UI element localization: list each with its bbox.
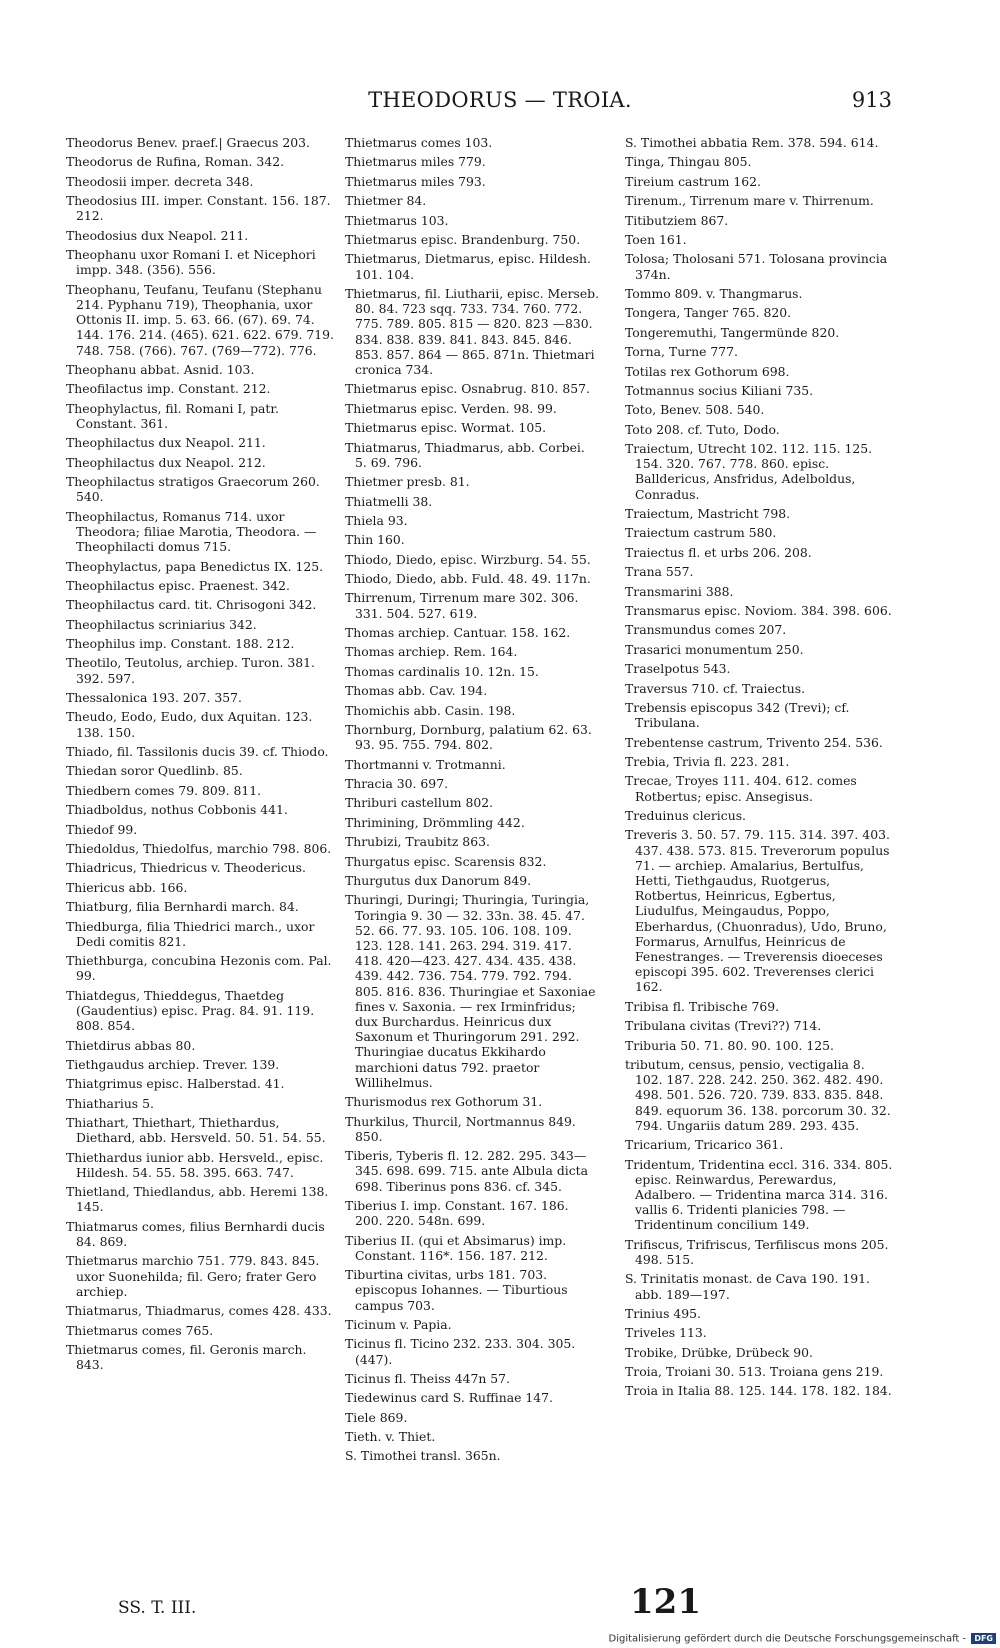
index-entry: Thomas archiep. Cantuar. 158. 162. — [345, 625, 571, 641]
index-entry: Thietmer presb. 81. — [345, 474, 470, 490]
index-column-2 — [345, 135, 600, 1468]
index-entry: Thietmarus miles 793. — [345, 173, 486, 189]
index-entry: Thomas abb. Cav. 194. — [345, 683, 488, 699]
index-entry: Theodorus de Rufina, Roman. 342. — [66, 154, 285, 170]
index-entry: Titibutziem 867. — [625, 212, 729, 228]
index-entry: Troia in Italia 88. 125. 144. 178. 182. 184. — [625, 1383, 892, 1399]
index-entry: tributum, census, pensio, vectigalia 8. 102. 187. 228. 242. 250. 362. 482. 490. 498. 501. 526. 720. 739. 833. 835. 848. 849. equorum 36. 138. porcorum 30. 32. 794. Ungariis datum 289. 293. 435. — [625, 1056, 891, 1133]
index-entry: Treduinus clericus. — [625, 807, 746, 823]
index-entry: Treveris 3. 50. 57. 79. 115. 314. 397. 403. 437. 438. 573. 815. Treverorum populus 71. — archiep. Amalarius, Bertulfus, Hetti, Tiethgaudus, Ruotgerus, Rotbertus, Heinricus, Egbertus, Liudulfus, Meingaudus, Poppo, Eberhardus, (Chuonradus), Udo, Bruno, Formarus, Arnulfus, Heinricus de Fenestranges. — Treverensis dioeceses episcopi 395. 602. Treverenses clerici 162. — [625, 827, 890, 995]
index-entry: Tirenum., Tirrenum mare v. Thirrenum. — [625, 193, 874, 209]
index-entry: Theophilactus card. tit. Chrisogoni 342. — [66, 597, 317, 613]
index-entry: Thirrenum, Tirrenum mare 302. 306. 331. 504. 527. 619. — [345, 590, 579, 621]
index-entry: Thietmarus miles 779. — [345, 154, 486, 170]
index-entry: Thietmer 84. — [345, 193, 427, 209]
index-entry: Thurismodus rex Gothorum 31. — [345, 1094, 543, 1110]
index-entry: Thiedof 99. — [66, 821, 138, 837]
index-entry: Thietdirus abbas 80. — [66, 1037, 196, 1053]
index-entry: Ticinum v. Papia. — [345, 1316, 452, 1332]
index-entry: Transmundus comes 207. — [625, 622, 787, 638]
sheet-number: 121 — [630, 1582, 701, 1622]
index-entry: Traiectum castrum 580. — [625, 525, 777, 541]
index-entry: Trana 557. — [625, 564, 694, 580]
index-entry: Traselpotus 543. — [625, 661, 731, 677]
index-entry: S. Timothei transl. 365n. — [345, 1448, 501, 1464]
index-entry: Traversus 710. cf. Traiectus. — [625, 680, 806, 696]
index-entry: Trebensis episcopus 342 (Trevi); cf. Tribulana. — [625, 699, 850, 731]
index-entry: Theodosius III. imper. Constant. 156. 187. 212. — [66, 193, 331, 224]
dfg-credit — [609, 1633, 997, 1645]
index-entry: Traiectum, Utrecht 102. 112. 115. 125. 154. 320. 767. 778. 860. episc. Balldericus, Ansfridus, Adelboldus, Conradus. — [625, 441, 873, 502]
index-entry: Thessalonica 193. 207. 357. — [66, 690, 242, 706]
index-entry: Thurkilus, Thurcil, Nortmannus 849. 850. — [345, 1113, 576, 1144]
index-entry: Theophylactus, fil. Romani I, patr. Constant. 361. — [66, 400, 279, 431]
index-entry: Tiberius I. imp. Constant. 167. 186. 200. 220. 548n. 699. — [345, 1197, 569, 1229]
index-entry: Thiatdegus, Thieddegus, Thaetdeg (Gaudentius) episc. Prag. 84. 91. 119. 808. 854. — [66, 987, 315, 1034]
index-entry: Triveles 113. — [625, 1325, 707, 1341]
index-entry: Tieth. v. Thiet. — [345, 1429, 436, 1445]
index-entry: Thiedan soror Quedlinb. 85. — [66, 763, 243, 779]
index-entry: Trebentense castrum, Trivento 254. 536. — [625, 734, 883, 750]
index-entry: Thietmarus, Dietmarus, episc. Hildesh. 101. 104. — [345, 251, 591, 282]
index-entry: Thomichis abb. Casin. 198. — [345, 702, 516, 718]
index-entry: S. Timothei abbatia Rem. 378. 594. 614. — [625, 135, 879, 150]
index-entry: Thiatburg, filia Bernhardi march. 84. — [66, 899, 299, 915]
index-entry: Ticinus fl. Theiss 447n 57. — [345, 1370, 510, 1386]
index-entry: Totilas rex Gothorum 698. — [625, 363, 790, 379]
index-entry: Toto 208. cf. Tuto, Dodo. — [625, 421, 780, 437]
index-entry: Thiela 93. — [345, 512, 408, 528]
index-entry: Theophilus imp. Constant. 188. 212. — [66, 636, 295, 652]
index-entry: Thiethardus iunior abb. Hersveld., episc. Hildesh. 54. 55. 58. 395. 663. 747. — [66, 1149, 324, 1180]
index-entry: Thiodo, Diedo, abb. Fuld. 48. 49. 117n. — [345, 571, 591, 587]
index-entry: Thiericus abb. 166. — [66, 879, 188, 895]
index-entry: Trifiscus, Trifriscus, Terfiliscus mons 205. 498. 515. — [625, 1236, 889, 1267]
index-entry: Toen 161. — [625, 231, 687, 247]
dfg-credit-text: Digitalisierung gefördert durch die Deutsche Forschungsgemeinschaft - — [608, 1633, 967, 1644]
index-entry: Tireium castrum 162. — [625, 173, 761, 189]
index-entry: Trobike, Drübke, Drübeck 90. — [625, 1344, 813, 1360]
index-entry: Thornburg, Dornburg, palatium 62. 63. 93. 95. 755. 794. 802. — [345, 722, 592, 753]
index-entry: Tiedewinus card S. Ruffinae 147. — [345, 1390, 553, 1406]
index-entry: Tommo 809. v. Thangmarus. — [625, 285, 803, 301]
index-entry: Triburia 50. 71. 80. 90. 100. 125. — [625, 1037, 834, 1053]
index-entry: Tiethgaudus archiep. Trever. 139. — [66, 1056, 280, 1072]
index-entry: Thiatgrimus episc. Halberstad. 41. — [66, 1076, 285, 1092]
index-entry: Thietland, Thiedlandus, abb. Heremi 138. 145. — [66, 1184, 329, 1215]
index-entry: Thiatmarus, Thiadmarus, abb. Corbei. 5. 69. 796. — [345, 439, 585, 470]
index-entry: Theophanu abbat. Asnid. 103. — [66, 361, 255, 377]
index-entry: Thiathart, Thiethart, Thiethardus, Diethard, abb. Hersveld. 50. 51. 54. 55. — [66, 1115, 326, 1146]
index-entry: Thietmarus episc. Osnabrug. 810. 857. — [345, 381, 590, 397]
index-entry: Thiethburga, concubina Hezonis com. Pal. 99. — [66, 953, 332, 984]
index-entry: Tribisa fl. Tribische 769. — [625, 998, 780, 1014]
index-entry: Theophilactus dux Neapol. 212. — [66, 454, 266, 470]
dfg-logo: DFG — [971, 1633, 996, 1644]
index-entry: Theophilactus episc. Praenest. 342. — [66, 577, 290, 593]
volume-signature: SS. T. III. — [118, 1598, 197, 1618]
index-entry: Thiedbern comes 79. 809. 811. — [66, 782, 262, 798]
index-entry: Thiodo, Diedo, episc. Wirzburg. 54. 55. — [345, 551, 591, 567]
index-entry: Tridentum, Tridentina eccl. 316. 334. 805. episc. Reinwardus, Perewardus, Adalbero. — Tridentina marca 314. 316. vallis 6. Tridenti planicies 798. — Tridentinum concilium 149. — [625, 1156, 893, 1233]
index-entry: Theophilactus stratigos Graecorum 260. 540. — [66, 474, 320, 505]
index-entry: Thurgutus dux Danorum 849. — [345, 872, 532, 888]
index-column-3 — [625, 135, 895, 1403]
index-entry: Tiele 869. — [345, 1409, 408, 1425]
index-entry: Tribulana civitas (Trevi??) 714. — [625, 1018, 822, 1034]
index-entry: Ticinus fl. Ticino 232. 233. 304. 305. (447). — [345, 1336, 576, 1367]
index-entry: Thriburi castellum 802. — [345, 795, 494, 811]
index-entry: Tongera, Tanger 765. 820. — [625, 305, 792, 321]
index-entry: Tinga, Thingau 805. — [625, 154, 752, 170]
index-entry: Tiburtina civitas, urbs 181. 703. episcopus Iohannes. — Tiburtious campus 703. — [345, 1267, 568, 1313]
index-entry: Thietmarus marchio 751. 779. 843. 845. uxor Suonehilda; fil. Gero; frater Gero archiep. — [66, 1253, 320, 1299]
index-entry: Transmarus episc. Noviom. 384. 398. 606. — [625, 603, 892, 619]
index-entry: Tricarium, Tricarico 361. — [625, 1137, 784, 1153]
index-entry: Theotilo, Teutolus, archiep. Turon. 381. 392. 597. — [66, 655, 315, 686]
index-entry: Thietmarus comes 765. — [66, 1322, 214, 1338]
index-entry: Trinius 495. — [625, 1305, 701, 1321]
index-entry: Thietmarus episc. Wormat. 105. — [345, 420, 547, 436]
index-entry: Thiatmelli 38. — [345, 493, 433, 509]
index-entry: Thietmarus 103. — [345, 212, 449, 228]
index-entry: Troia, Troiani 30. 513. Troiana gens 219. — [625, 1364, 884, 1380]
index-entry: Thiatharius 5. — [66, 1095, 154, 1111]
index-entry: Thomas cardinalis 10. 12n. 15. — [345, 663, 539, 679]
index-entry: Theodorus Benev. praef.| Graecus 203. — [66, 135, 310, 150]
index-entry: Thracia 30. 697. — [345, 775, 449, 791]
index-entry: Trebia, Trivia fl. 223. 281. — [625, 753, 790, 769]
index-entry: Thietmarus, fil. Liutharii, episc. Merseb. 80. 84. 723 sqq. 733. 734. 760. 772. 775. 789. 805. 815 — 820. 823 —830. 834. 838. 839. 841. 843. 845. 846. 853. 857. 864 — 865. 871n. Thietmari cronica 734. — [345, 285, 600, 377]
index-entry: Traiectus fl. et urbs 206. 208. — [625, 544, 812, 560]
index-entry: Tolosa; Tholosani 571. Tolosana provincia 374n. — [625, 251, 888, 282]
index-entry: Thiado, fil. Tassilonis ducis 39. cf. Thiodo. — [66, 744, 329, 760]
index-entry: Thortmanni v. Trotmanni. — [345, 756, 506, 772]
index-entry: Thuringi, Duringi; Thuringia, Turingia, Toringia 9. 30 — 32. 33n. 38. 45. 47. 52. 66. 77. 93. 105. 106. 108. 109. 123. 128. 141. 263. 294. 319. 417. 418. 420—423. 427. 434. 435. 438. 439. 442. 736. 754. 779. 792. 794. 805. 816. 836. Thuringiae et Saxoniae fines v. Saxonia. — rex Irminfridus; dux Burchardus. Heinricus dux Saxonum et Thuringorum 291. 292. Thuringiae ducatus Ekkihardo marchioni datus 792. praetor Willihelmus. — [345, 892, 596, 1090]
index-entry: Thiadricus, Thiedricus v. Theodericus. — [66, 860, 306, 876]
index-entry: Theophylactus, papa Benedictus IX. 125. — [66, 558, 324, 574]
page-number: 913 — [851, 88, 892, 112]
index-entry: Theophanu uxor Romani I. et Nicephori impp. 348. (356). 556. — [66, 247, 316, 278]
index-entry: Tiberius II. (qui et Absimarus) imp. Constant. 116*. 156. 187. 212. — [345, 1232, 567, 1263]
index-entry: Trecae, Troyes 111. 404. 612. comes Rotbertus; episc. Ansegisus. — [625, 773, 857, 804]
index-entry: Thietmarus episc. Brandenburg. 750. — [345, 231, 581, 247]
index-entry: Thiatmarus, Thiadmarus, comes 428. 433. — [66, 1303, 332, 1319]
index-entry: Theodosius dux Neapol. 211. — [66, 227, 249, 243]
index-entry: Theophilactus dux Neapol. 211. — [66, 435, 266, 451]
index-entry: Thiatmarus comes, filius Bernhardi ducis 84. 869. — [66, 1218, 325, 1250]
index-entry: Thietmarus episc. Verden. 98. 99. — [345, 400, 557, 416]
index-entry: Thrimining, Drömmling 442. — [345, 814, 525, 830]
index-entry: Theophilactus scriniarius 342. — [66, 616, 257, 632]
index-entry: Trasarici monumentum 250. — [625, 641, 804, 657]
index-entry: Thietmarus comes, fil. Geronis march. 843. — [66, 1342, 307, 1373]
index-entry: Traiectum, Mastricht 798. — [625, 506, 791, 522]
index-entry: Thomas archiep. Rem. 164. — [345, 644, 518, 660]
index-entry: Thrubizi, Traubitz 863. — [345, 834, 490, 850]
index-entry: S. Trinitatis monast. de Cava 190. 191. abb. 189—197. — [625, 1271, 870, 1302]
index-entry: Theophanu, Teufanu, Teufanu (Stephanu 214. Pyphanu 719), Theophania, uxor Ottonis II. imp. 5. 63. 66. (67). 69. 74. 144. 176. 214. (465). 621. 622. 679. 719. 748. 758. (766). 767. (769—772). 776. — [66, 281, 334, 358]
index-entry: Totmannus socius Kiliani 735. — [625, 382, 814, 398]
index-entry: Toto, Benev. 508. 540. — [625, 402, 765, 418]
index-entry: Theofilactus imp. Constant. 212. — [66, 381, 271, 397]
index-entry: Thiedoldus, Thiedolfus, marchio 798. 806. — [66, 840, 332, 856]
index-entry: Thietmarus comes 103. — [345, 135, 493, 150]
page-title: THEODORUS — TROIA. — [368, 88, 632, 112]
index-entry: Transmarini 388. — [625, 583, 734, 599]
index-entry: Theodosii imper. decreta 348. — [66, 173, 254, 189]
index-entry: Theophilactus, Romanus 714. uxor Theodora; filiae Marotia, Theodora. — Theophilacti domus 715. — [66, 508, 317, 555]
index-entry: Thiedburga, filia Thiedrici march., uxor Dedi comitis 821. — [66, 918, 315, 949]
index-entry: Theudo, Eodo, Eudo, dux Aquitan. 123. 138. 150. — [66, 709, 313, 740]
index-entry: Thin 160. — [345, 532, 405, 548]
index-entry: Tiberis, Tyberis fl. 12. 282. 295. 343—345. 698. 699. 715. ante Albula dicta 698. Tiberinus pons 836. cf. 345. — [345, 1148, 589, 1194]
index-entry: Torna, Turne 777. — [625, 344, 738, 360]
index-entry: Thurgatus episc. Scarensis 832. — [345, 853, 547, 869]
index-entry: Thiadboldus, nothus Cobbonis 441. — [66, 802, 288, 818]
index-column-1 — [66, 135, 336, 1377]
page-header — [0, 88, 1000, 128]
index-entry: Tongeremuthi, Tangermünde 820. — [625, 324, 840, 340]
